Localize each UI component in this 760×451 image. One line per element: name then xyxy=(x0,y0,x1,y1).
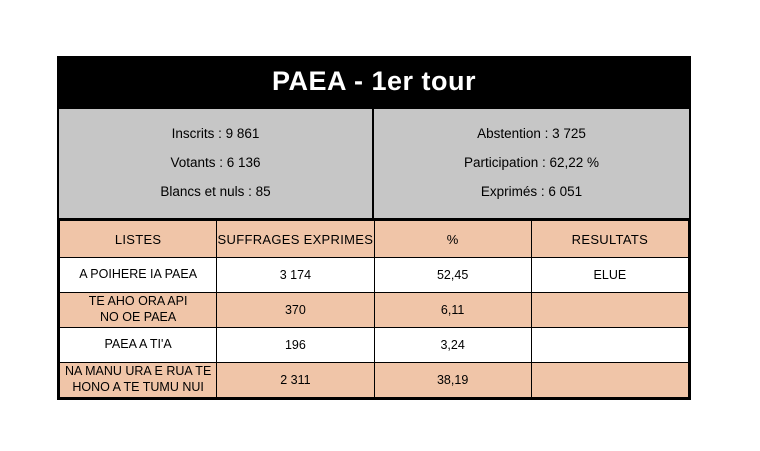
summary-column-right xyxy=(374,109,689,218)
summary-votants: Votants : 6 136 xyxy=(170,155,261,170)
list-name-cell xyxy=(60,293,217,328)
list-name-line2: NO OE PAEA xyxy=(100,310,177,324)
table-row xyxy=(60,293,689,328)
column-header-listes: LISTES xyxy=(60,221,217,258)
resultat-cell xyxy=(531,328,688,363)
suffrages-cell: 370 xyxy=(217,293,374,328)
pourcentage-cell: 38,19 xyxy=(374,363,531,398)
list-name-line1: TE AHO ORA API xyxy=(88,294,188,309)
summary-blancs-nuls: Blancs et nuls : 85 xyxy=(160,184,271,199)
summary-abstention: Abstention : 3 725 xyxy=(477,126,586,141)
page-title: PAEA - 1er tour xyxy=(59,58,689,109)
list-name-cell xyxy=(60,363,217,398)
summary-column-left xyxy=(59,109,374,218)
suffrages-cell: 196 xyxy=(217,328,374,363)
pourcentage-cell: 6,11 xyxy=(374,293,531,328)
results-sheet xyxy=(57,56,691,400)
list-name-line2: HONO A TE TUMU NUI xyxy=(72,380,204,394)
column-header-suffrages: SUFFRAGES EXPRIMES xyxy=(217,221,374,258)
pourcentage-cell: 52,45 xyxy=(374,258,531,293)
table-header-row xyxy=(60,221,689,258)
results-table xyxy=(59,220,689,398)
suffrages-cell: 2 311 xyxy=(217,363,374,398)
suffrages-cell: 3 174 xyxy=(217,258,374,293)
summary-participation: Participation : 62,22 % xyxy=(463,155,600,170)
resultat-cell xyxy=(531,363,688,398)
resultat-cell xyxy=(531,293,688,328)
summary-inscrits: Inscrits : 9 861 xyxy=(171,126,260,141)
summary-block xyxy=(59,109,689,220)
list-name-line1: A POIHERE IA PAEA xyxy=(79,267,198,282)
list-name-line1: PAEA A TI'A xyxy=(104,337,172,352)
resultat-cell: ELUE xyxy=(531,258,688,293)
list-name-cell xyxy=(60,258,217,293)
table-row xyxy=(60,258,689,293)
table-row xyxy=(60,328,689,363)
pourcentage-cell: 3,24 xyxy=(374,328,531,363)
list-name-line1: NA MANU URA E RUA TE xyxy=(64,364,212,379)
column-header-pourcentage: % xyxy=(374,221,531,258)
column-header-resultats: RESULTATS xyxy=(531,221,688,258)
table-row xyxy=(60,363,689,398)
list-name-cell xyxy=(60,328,217,363)
summary-exprimes: Exprimés : 6 051 xyxy=(480,184,583,199)
